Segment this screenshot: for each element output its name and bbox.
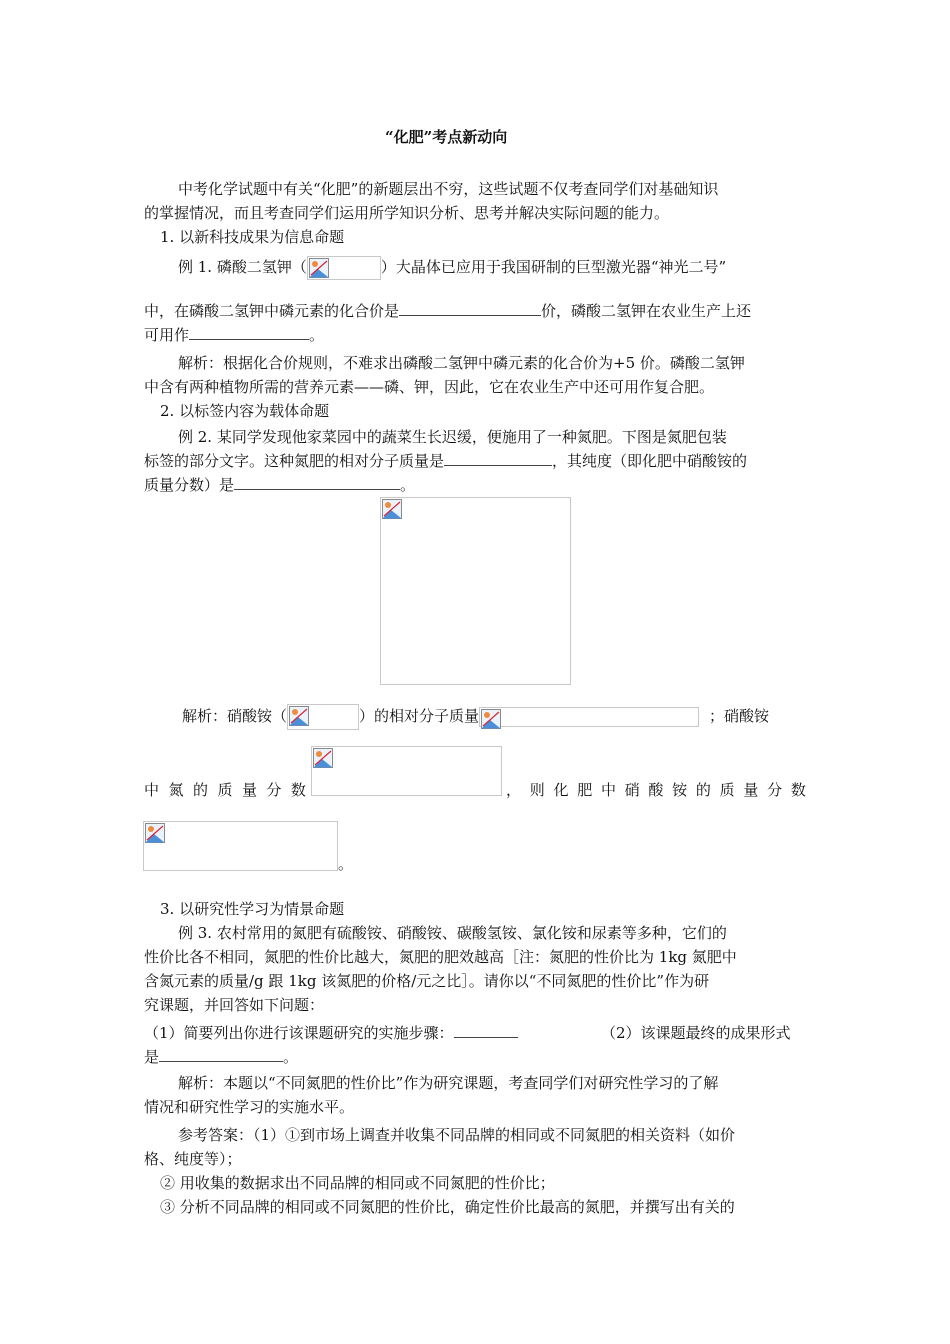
example-2-line-1: 例 2. 某同学发现他家菜园中的蔬菜生长迟缓，便施用了一种氮肥。下图是氮肥包装	[178, 428, 727, 446]
answer-line-1: 参考答案：（1）①到市场上调查并收集不同品牌的相同或不同氮肥的相关资料（如价	[178, 1126, 736, 1144]
char: 肥	[577, 781, 593, 799]
example-1-line-2	[144, 300, 751, 322]
broken-image-icon	[289, 706, 309, 726]
fertilizer-label-image-placeholder	[380, 497, 571, 685]
analysis-3-line-1: 解析：本题以“不同氮肥的性价比”作为研究课题，考查同学们对研究性学习的了解	[178, 1074, 719, 1092]
answer-blank[interactable]	[189, 325, 309, 340]
question-1-text: （1）简要列出你进行该课题研究的实施步骤：	[144, 1024, 454, 1042]
example-3-line-2: 性价比各不相同，氮肥的性价比越大，氮肥的肥效越高［注：氮肥的性价比为 1kg 氮肥中	[144, 948, 737, 966]
analysis-2-line-2-right	[506, 779, 806, 801]
purity-image-placeholder	[143, 821, 338, 871]
analysis-2-text-b: ）的相对分子质量	[359, 707, 480, 725]
answer-line-4: ③ 分析不同品牌的相同或不同氮肥的性价比，确定性价比最高的氮肥，并撰写出有关的	[160, 1198, 735, 1216]
char: 铵	[672, 781, 688, 799]
example-1-text-d2: 。	[309, 326, 325, 344]
char: 氮	[168, 781, 184, 799]
broken-image-icon	[309, 258, 329, 278]
char: 的	[192, 781, 208, 799]
answer-blank[interactable]	[399, 301, 541, 316]
broken-image-icon	[313, 748, 333, 768]
example-2-text-3a: 质量分数）是	[144, 476, 235, 494]
example-3-line-4: 究课题，并回答如下问题：	[144, 996, 325, 1014]
section-1-heading: 1. 以新科技成果为信息命题	[160, 228, 345, 246]
formula-image-placeholder	[307, 256, 381, 280]
example-3-line-1: 例 3. 农村常用的氮肥有硫酸铵、硝酸铵、碳酸氢铵、氯化铵和尿素等多种，它们的	[178, 924, 727, 942]
example-1-text-a: 例 1. 磷酸二氢钾（	[178, 258, 307, 276]
char: 质	[719, 781, 735, 799]
example-2-text-3b: 。	[400, 476, 416, 494]
char: 数	[290, 781, 306, 799]
analysis-3-line-2: 情况和研究性学习的实施水平。	[144, 1098, 355, 1116]
char: 质	[217, 781, 233, 799]
analysis-2-end: 。	[338, 855, 354, 873]
broken-image-icon	[481, 709, 501, 729]
char: 酸	[648, 781, 664, 799]
char: 则	[529, 781, 545, 799]
analysis-1-line-1: 解析：根据化合价规则，不难求出磷酸二氢钾中磷元素的化合价为+5 价。磷酸二氢钾	[178, 354, 745, 372]
char: 分	[767, 781, 783, 799]
example-3-line-3: 含氮元素的质量/g 跟 1kg 该氮肥的价格/元之比］。请你以“不同氮肥的性价比”作为研	[144, 972, 710, 990]
example-2-line-3	[144, 474, 415, 496]
question-2-text-a: 是	[144, 1048, 160, 1066]
char: 分	[266, 781, 282, 799]
question-1-line	[144, 1022, 518, 1044]
example-2-text-2a: 标签的部分文字。这种氮肥的相对分子质量是	[144, 452, 445, 470]
analysis-2-text-c: ；硝酸铵	[709, 707, 770, 725]
nitrogen-fraction-image-placeholder	[311, 746, 502, 796]
char: ，	[506, 781, 522, 799]
section-3-heading: 3. 以研究性学习为情景命题	[160, 900, 345, 918]
analysis-2-text-a: 解析：硝酸铵（	[182, 707, 288, 725]
analysis-1-line-2: 中含有两种植物所需的营养元素——磷、钾，因此，它在农业生产中还可用作复合肥。	[144, 378, 715, 396]
char: 的	[695, 781, 711, 799]
intro-line-1: 中考化学试题中有关“化肥”的新题层出不穷，这些试题不仅考查同学们对基础知识	[178, 180, 719, 198]
answer-line-3: ② 用收集的数据求出不同品牌的相同或不同氮肥的性价比；	[160, 1174, 555, 1192]
answer-blank[interactable]	[454, 1023, 518, 1038]
page-title: “化肥”考点新动向	[385, 128, 508, 146]
intro-line-2: 的掌握情况，而且考查同学们运用所学知识分析、思考并解决实际问题的能力。	[144, 204, 670, 222]
broken-image-icon	[145, 823, 165, 843]
char: 量	[743, 781, 759, 799]
example-1-text-c1: 中，在磷酸二氢钾中磷元素的化合价是	[144, 302, 400, 320]
question-2-text-b: 。	[283, 1048, 299, 1066]
example-1-line-3	[144, 324, 324, 346]
section-2-heading: 2. 以标签内容为载体命题	[160, 402, 330, 420]
answer-blank[interactable]	[159, 1047, 283, 1062]
example-1-text-d1: 可用作	[144, 326, 190, 344]
question-2-text: （2）该课题最终的成果形式	[601, 1024, 791, 1042]
example-1-text-b: ）大晶体已应用于我国研制的巨型激光器“神光二号”	[380, 258, 727, 276]
char: 化	[553, 781, 569, 799]
answer-blank[interactable]	[444, 451, 552, 466]
char: 硝	[624, 781, 640, 799]
broken-image-icon	[382, 499, 402, 519]
char: 数	[790, 781, 806, 799]
char: 中	[144, 781, 160, 799]
answer-line-2: 格、纯度等）；	[144, 1150, 242, 1168]
example-1-text-c2: 价，磷酸二氢钾在农业生产上还	[541, 302, 752, 320]
question-2-line-2	[144, 1046, 298, 1068]
char: 中	[600, 781, 616, 799]
answer-blank[interactable]	[234, 475, 400, 490]
example-1-line-1	[178, 256, 726, 280]
char: 量	[241, 781, 257, 799]
calculation-image-placeholder	[479, 707, 699, 727]
analysis-2-line-1	[182, 704, 769, 730]
analysis-2-line-2-left	[144, 779, 306, 801]
example-2-text-2b: ，其纯度（即化肥中硝酸铵的	[552, 452, 748, 470]
formula-image-placeholder	[287, 704, 359, 730]
example-2-line-2	[144, 450, 747, 472]
